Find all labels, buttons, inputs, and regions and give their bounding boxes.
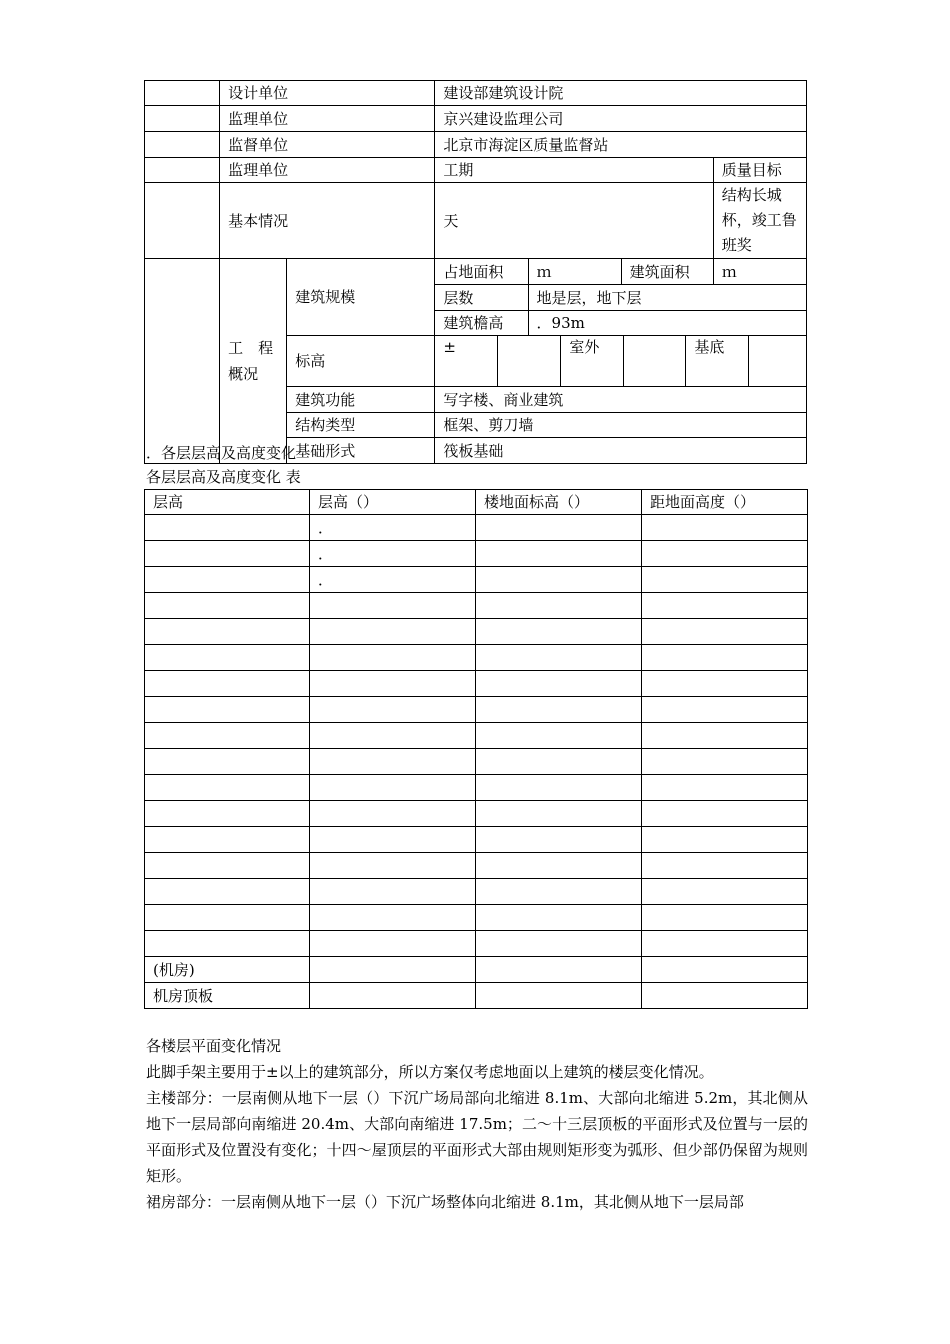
plan-change-section xyxy=(146,1033,808,1215)
schedule-value: 天 xyxy=(435,183,713,259)
land-area-label: 占地面积 xyxy=(435,259,528,285)
table-cell xyxy=(310,957,476,983)
table-cell xyxy=(145,905,310,931)
elevation-label: 标高 xyxy=(287,336,435,387)
table-cell xyxy=(145,671,310,697)
table-caption: 各层层高及高度变化 表 xyxy=(146,468,301,486)
table-cell xyxy=(642,931,808,957)
table-cell xyxy=(642,879,808,905)
plan-change-paragraph-3: 裙房部分：一层南侧从地下一层（）下沉广场整体向北缩进 8.1m，其北侧从地下一层局部 xyxy=(146,1193,744,1211)
table-cell xyxy=(476,957,642,983)
table-row xyxy=(145,957,808,983)
eave-height-label: 建筑檐高 xyxy=(435,311,528,336)
table-row xyxy=(145,905,808,931)
table-cell xyxy=(642,775,808,801)
table-cell xyxy=(476,541,642,567)
design-unit-label: 设计单位 xyxy=(220,81,435,106)
table-cell xyxy=(476,801,642,827)
base-value xyxy=(749,336,806,386)
table-cell xyxy=(145,593,310,619)
table-cell xyxy=(145,515,310,541)
oversight-unit-value: 北京市海淀区质量监督站 xyxy=(435,132,807,158)
project-overview-label-line2: 概况 xyxy=(228,365,259,383)
plan-change-paragraph-1: 此脚手架主要用于±以上的建筑部分，所以方案仅考虑地面以上建筑的楼层变化情况。 xyxy=(146,1063,714,1081)
plan-change-heading: 各楼层平面变化情况 xyxy=(146,1037,282,1055)
table-cell xyxy=(642,645,808,671)
table-cell: ． xyxy=(310,541,476,567)
elevation-grid xyxy=(435,336,806,386)
structure-label: 结构类型 xyxy=(287,413,435,438)
table-row xyxy=(145,515,808,541)
table-cell: 机房顶板 xyxy=(145,983,310,1009)
project-overview-label xyxy=(220,259,287,464)
outdoor-label: 室外 xyxy=(561,336,624,386)
table-cell xyxy=(476,749,642,775)
table-cell xyxy=(310,983,476,1009)
building-area-label: 建筑面积 xyxy=(621,259,713,285)
building-scale-label: 建筑规模 xyxy=(287,259,435,336)
table-cell xyxy=(310,697,476,723)
table-cell xyxy=(145,749,310,775)
table-cell xyxy=(310,645,476,671)
empty-cell xyxy=(145,106,220,132)
table-cell xyxy=(476,827,642,853)
table-cell: ． xyxy=(310,567,476,593)
supervision-unit-label-2: 监理单位 xyxy=(220,158,435,183)
table-cell xyxy=(476,697,642,723)
table-cell xyxy=(642,541,808,567)
table-row xyxy=(145,619,808,645)
table-row xyxy=(145,827,808,853)
table-row xyxy=(145,697,808,723)
table-cell xyxy=(642,853,808,879)
supervision-unit-label: 监理单位 xyxy=(220,106,435,132)
table-cell xyxy=(476,853,642,879)
table-cell xyxy=(145,567,310,593)
table-cell xyxy=(145,541,310,567)
table-row xyxy=(145,853,808,879)
table-cell xyxy=(310,749,476,775)
oversight-unit-label: 监督单位 xyxy=(220,132,435,158)
table-row xyxy=(145,593,808,619)
function-value: 写字楼、商业建筑 xyxy=(435,387,807,413)
table-cell xyxy=(145,619,310,645)
plan-change-paragraph-2: 主楼部分：一层南侧从地下一层（）下沉广场局部向北缩进 8.1m、大部向北缩进 5.2m，其北侧从地下一层局部向南缩进 20.4m、大部向南缩进 17.5m；二～十三层顶板的平面形式及位置与一层的平面形式及位置没有变化；十四～屋顶层的平面形式大部由规则矩形变为弧形、但少部仍保留为规则矩形。 xyxy=(146,1089,808,1185)
table-row xyxy=(145,541,808,567)
project-overview-label-line1: 工 程 xyxy=(228,339,274,357)
foundation-label: 基础形式 xyxy=(287,438,435,464)
empty-cell xyxy=(145,81,220,106)
table-cell xyxy=(642,957,808,983)
table-cell xyxy=(310,619,476,645)
table-row xyxy=(145,567,808,593)
table-cell xyxy=(642,749,808,775)
table-cell xyxy=(145,879,310,905)
table-cell xyxy=(476,775,642,801)
table-cell xyxy=(310,853,476,879)
eave-height-value: ．93m xyxy=(528,311,806,336)
elevation-zero: ± xyxy=(435,336,498,386)
table-row xyxy=(145,879,808,905)
table-row xyxy=(145,749,808,775)
table-cell xyxy=(476,593,642,619)
header-floor: 层高 xyxy=(145,490,310,515)
empty-cell xyxy=(145,158,220,183)
table-cell xyxy=(642,983,808,1009)
table-cell xyxy=(310,905,476,931)
table-cell xyxy=(145,827,310,853)
table-cell xyxy=(642,515,808,541)
empty-cell xyxy=(145,183,220,259)
table-cell xyxy=(145,931,310,957)
table-row xyxy=(145,723,808,749)
table-cell: (机房) xyxy=(145,957,310,983)
building-area-value: ｍ xyxy=(713,259,806,285)
table-cell xyxy=(476,931,642,957)
table-cell xyxy=(310,827,476,853)
land-area-value: ｍ xyxy=(528,259,621,285)
design-unit-value: 建设部建筑设计院 xyxy=(435,81,807,106)
table-cell xyxy=(310,593,476,619)
foundation-value: 筏板基础 xyxy=(435,438,807,464)
table-row xyxy=(145,671,808,697)
table-cell xyxy=(642,827,808,853)
table-cell xyxy=(476,723,642,749)
header-floor-elevation: 楼地面标高（） xyxy=(476,490,642,515)
table-cell xyxy=(145,723,310,749)
table-cell xyxy=(642,801,808,827)
table-cell xyxy=(145,775,310,801)
table-cell: ． xyxy=(310,515,476,541)
table-cell xyxy=(642,905,808,931)
empty-cell xyxy=(145,259,220,464)
table-cell xyxy=(642,593,808,619)
table-cell xyxy=(145,801,310,827)
table-cell xyxy=(310,801,476,827)
table-cell xyxy=(476,567,642,593)
table-cell xyxy=(642,567,808,593)
header-height-above-ground: 距地面高度（） xyxy=(642,490,808,515)
schedule-label: 工期 xyxy=(435,158,713,183)
table-header-row xyxy=(145,490,808,515)
elevation-grid-cell xyxy=(435,336,807,387)
supervision-unit-value: 京兴建设监理公司 xyxy=(435,106,807,132)
table-cell xyxy=(476,515,642,541)
floors-value: 地是层，地下层 xyxy=(528,285,806,311)
table-row xyxy=(145,931,808,957)
table-row xyxy=(145,775,808,801)
table-cell xyxy=(476,645,642,671)
structure-value: 框架、剪刀墙 xyxy=(435,413,807,438)
table-cell xyxy=(476,983,642,1009)
table-cell xyxy=(145,645,310,671)
floor-height-table xyxy=(144,489,808,1009)
basic-info-label: 基本情况 xyxy=(220,183,435,259)
quality-target-value: 结构长城杯，竣工鲁班奖 xyxy=(713,183,806,259)
empty-cell xyxy=(145,132,220,158)
section-heading: ．各层层高及高度变化 xyxy=(146,444,297,462)
table-cell xyxy=(642,697,808,723)
project-overview-table xyxy=(144,80,807,464)
table-row xyxy=(145,645,808,671)
table-cell xyxy=(642,723,808,749)
table-cell xyxy=(476,671,642,697)
table-cell xyxy=(476,905,642,931)
table-cell xyxy=(642,619,808,645)
header-floor-height: 层高（） xyxy=(310,490,476,515)
floors-label: 层数 xyxy=(435,285,528,311)
table-cell xyxy=(642,671,808,697)
table-row xyxy=(145,801,808,827)
table-cell xyxy=(476,619,642,645)
base-label: 基底 xyxy=(686,336,749,386)
table-cell xyxy=(310,671,476,697)
table-cell xyxy=(310,723,476,749)
table-cell xyxy=(145,853,310,879)
table-cell xyxy=(145,697,310,723)
quality-target-label: 质量目标 xyxy=(713,158,806,183)
floor-table-body xyxy=(145,515,808,1009)
table-cell xyxy=(310,879,476,905)
table-cell xyxy=(310,931,476,957)
table-row xyxy=(145,983,808,1009)
outdoor-value xyxy=(624,336,686,386)
table-cell xyxy=(476,879,642,905)
table-cell xyxy=(310,775,476,801)
elevation-zero-value xyxy=(498,336,561,386)
function-label: 建筑功能 xyxy=(287,387,435,413)
